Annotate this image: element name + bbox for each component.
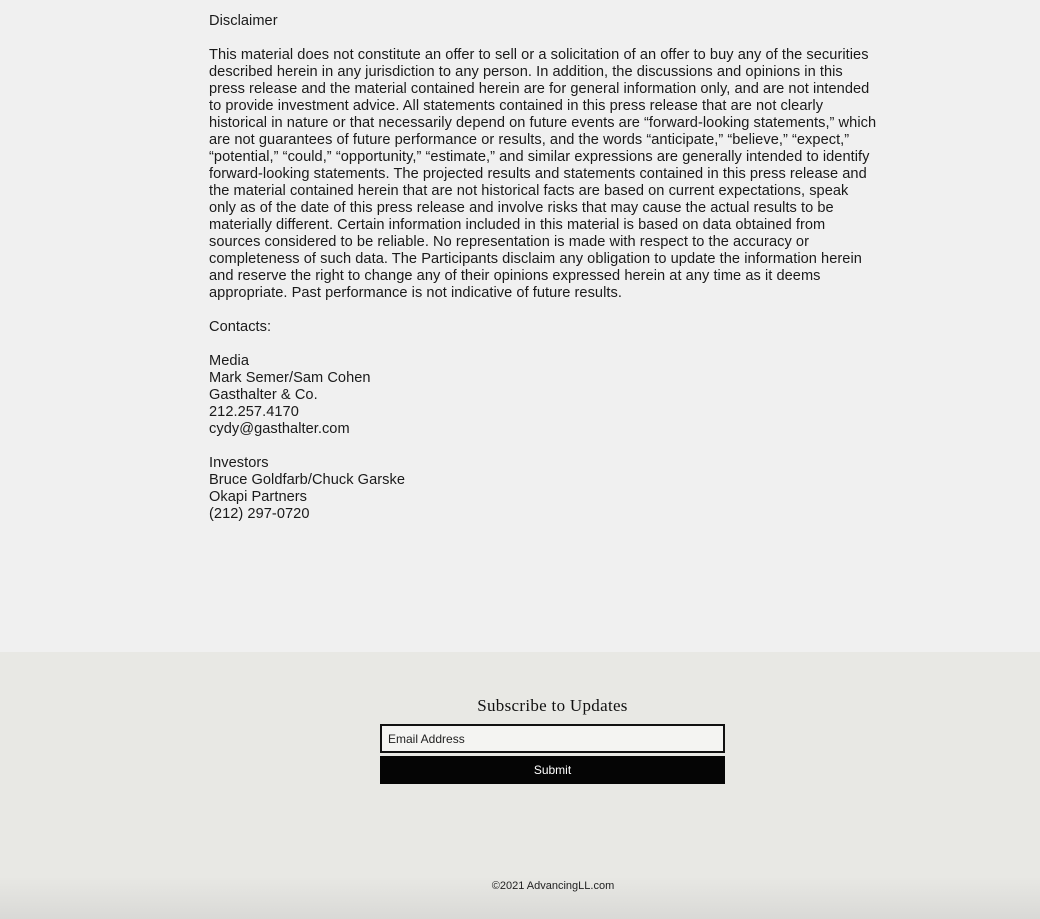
- media-phone: 212.257.4170: [209, 404, 299, 420]
- investors-company: Okapi Partners: [209, 489, 308, 505]
- site-footer: [0, 652, 1040, 919]
- submit-button[interactable]: Submit: [380, 756, 725, 784]
- contacts-heading: Contacts:: [209, 319, 272, 335]
- investors-phone: (212) 297-0720: [209, 506, 310, 522]
- disclaimer-heading: Disclaimer: [209, 13, 278, 29]
- disclaimer-body: This material does not constitute an offer to sell or a solicitation of an offer to buy any of the securities described herein in any jurisdiction to any person. In addition, the discussions and opinions in this press release and the material contained herein are for general information only, and are not intended to provide investment advice. All statements contained in this press release that are not clearly historical in nature or that necessarily depend on future events are “forward-looking statements,” which are not guarantees of future performance or results, and the words “anticipate,” “believe,” “expect,” “potential,” “could,” “opportunity,” “estimate,” and similar expressions are generally intended to identify forward-looking statements. The projected results and statements contained in this press release and the material contained herein that are not historical facts are based on current expectations, speak only as of the date of this press release and involve risks that may cause the actual results to be materially different. Certain information included in this material is based on data obtained from sources considered to be reliable. No representation is made with respect to the accuracy or completeness of such data. The Participants disclaim any obligation to update the information herein and reserve the right to change any of their opinions expressed herein at any time as it deems appropriate. Past performance is not indicative of future results.: [209, 47, 877, 301]
- copyright-text: ©2021 AdvancingLL.com: [491, 880, 615, 892]
- investors-label: Investors: [209, 455, 269, 471]
- media-email: cydy@gasthalter.com: [209, 421, 350, 437]
- subscribe-title: Subscribe to Updates: [477, 696, 628, 715]
- investors-contact-block: [209, 455, 879, 523]
- media-contact-block: [209, 353, 879, 438]
- media-names: Mark Semer/Sam Cohen: [209, 370, 371, 386]
- media-label: Media: [209, 353, 249, 369]
- press-release-content: [209, 13, 879, 523]
- email-address-input[interactable]: [380, 724, 725, 753]
- media-company: Gasthalter & Co.: [209, 387, 318, 403]
- investors-names: Bruce Goldfarb/Chuck Garske: [209, 472, 406, 488]
